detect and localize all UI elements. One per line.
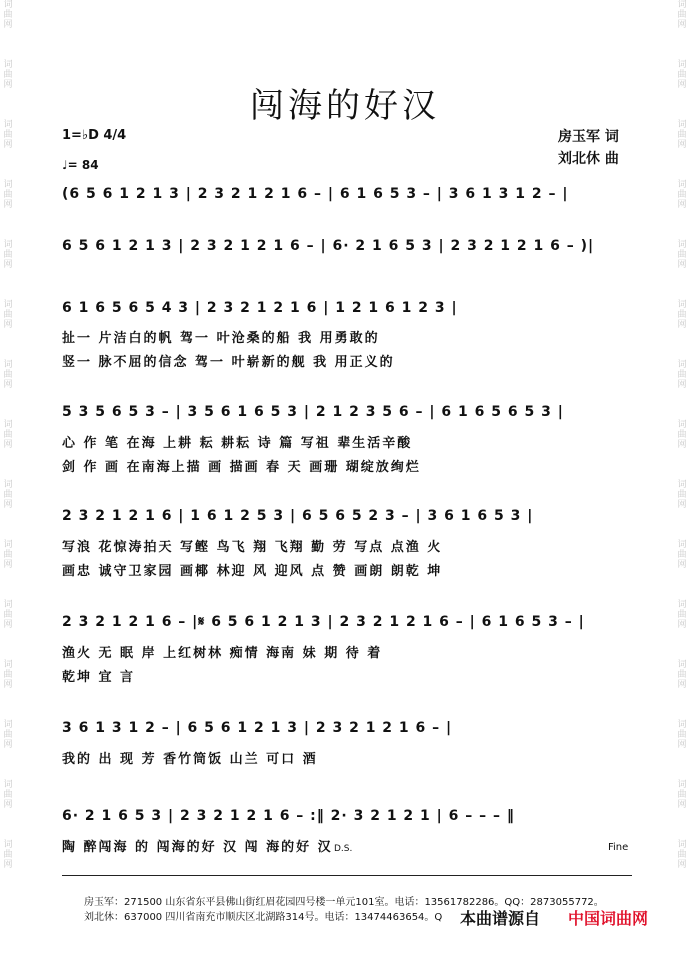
watermark: 词曲网 — [3, 300, 13, 330]
notation-line-6: 2 3 2 1 2 1 6 – |𝄋 6 5 6 1 2 1 3 | 2 3 2 1 2 1 6 – | 6 1 6 5 3 – | — [62, 614, 585, 630]
watermark: 词曲网 — [3, 120, 13, 150]
lyric-verse-1: 写浪 花惊涛拍天 写鲣 鸟飞 翔 飞翔 勤 劳 写点 点渔 火 — [62, 540, 443, 555]
watermark: 词曲网 — [677, 600, 687, 630]
watermark: 词曲网 — [677, 360, 687, 390]
dal-segno-marking: D.S. — [334, 844, 353, 854]
notation-line-7: 3 6 1 3 1 2 – | 6 5 6 1 2 1 3 | 2 3 2 1 2 1 6 – | — [62, 720, 453, 736]
watermark: 词曲网 — [677, 840, 687, 870]
lyric-verse-1: 渔火 无 眠 岸 上红树林 痴情 海南 妹 期 待 着 — [62, 646, 383, 661]
notation-line-5: 2 3 2 1 2 1 6 | 1 6 1 2 5 3 | 6 5 6 5 2 3 – | 3 6 1 6 5 3 | — [62, 508, 534, 524]
notation-line-8: 6· 2 1 6 5 3 | 2 3 2 1 2 1 6 – :‖ 2· 3 2 1 2 1 | 6 – – – ‖ — [62, 808, 515, 824]
watermark: 词曲网 — [3, 240, 13, 270]
lyric-verse-1: 我的 出 现 芳 香竹筒饭 山兰 可口 酒 — [62, 752, 318, 767]
watermark: 词曲网 — [677, 480, 687, 510]
watermark: 词曲网 — [677, 720, 687, 750]
watermark: 词曲网 — [677, 0, 687, 30]
tempo-marking: ♩= 84 — [62, 158, 99, 172]
watermark: 词曲网 — [3, 720, 13, 750]
watermark: 词曲网 — [677, 420, 687, 450]
watermark-column-left — [0, 0, 16, 956]
watermark: 词曲网 — [677, 240, 687, 270]
notation-line-2: 6 5 6 1 2 1 3 | 2 3 2 1 2 1 6 – | 6· 2 1 6 5 3 | 2 3 2 1 2 1 6 – )| — [62, 238, 595, 254]
watermark: 词曲网 — [677, 60, 687, 90]
watermark: 词曲网 — [3, 480, 13, 510]
song-title: 闯海的好汉 — [250, 86, 440, 126]
lyric-verse-2: 剑 作 画 在南海上描 画 描画 春 天 画珊 瑚绽放绚烂 — [62, 460, 421, 475]
watermark: 词曲网 — [3, 180, 13, 210]
watermark-column-right — [674, 0, 690, 956]
composer-credit: 刘北休 曲 — [558, 151, 619, 167]
site-logo: 中国词曲网 — [568, 909, 649, 928]
notation-line-3: 6 1 6 5 6 5 4 3 | 2 3 2 1 2 1 6 | 1 2 1 6 1 2 3 | — [62, 300, 458, 316]
key-signature: 1=♭D 4/4 — [62, 128, 127, 143]
notation-line-4: 5 3 5 6 5 3 – | 3 5 6 1 6 5 3 | 2 1 2 3 5 6 – | 6 1 6 5 6 5 3 | — [62, 404, 564, 420]
watermark: 词曲网 — [3, 0, 13, 30]
watermark: 词曲网 — [3, 360, 13, 390]
watermark: 词曲网 — [3, 840, 13, 870]
source-label: 本曲谱源自 — [460, 909, 541, 928]
watermark: 词曲网 — [677, 120, 687, 150]
watermark: 词曲网 — [677, 660, 687, 690]
lyric-verse-1: 陶 醉闯海 的 闯海的好 汉 闯 海的好 汉 — [62, 840, 333, 855]
watermark: 词曲网 — [3, 600, 13, 630]
lyric-verse-2: 画忠 诚守卫家园 画椰 林迎 风 迎风 点 赞 画朗 朗乾 坤 — [62, 564, 443, 579]
composer-contact: 刘北休：637000 四川省南充市顺庆区北湖路314号。电话：13474463654。Q — [84, 912, 443, 923]
lyric-verse-1: 心 作 笔 在海 上耕 耘 耕耘 诗 篇 写祖 辈生活辛酸 — [62, 436, 413, 451]
watermark: 词曲网 — [3, 420, 13, 450]
lyricist-credit: 房玉军 词 — [558, 129, 619, 145]
lyric-verse-1: 扯一 片洁白的帆 驾一 叶沧桑的船 我 用勇敢的 — [62, 331, 380, 346]
watermark: 词曲网 — [3, 660, 13, 690]
lyric-verse-2: 乾坤 宜 言 — [62, 670, 136, 685]
watermark: 词曲网 — [677, 540, 687, 570]
watermark: 词曲网 — [3, 780, 13, 810]
watermark: 词曲网 — [677, 300, 687, 330]
watermark: 词曲网 — [677, 780, 687, 810]
fine-marking: Fine — [608, 842, 629, 853]
lyricist-contact: 房玉军：271500 山东省东平县佛山街红眉花园四号楼一单元101室。电话：13561782286。QQ：2873055772。 — [84, 897, 604, 908]
footer-divider — [62, 875, 632, 876]
notation-line-1: (6 5 6 1 2 1 3 | 2 3 2 1 2 1 6 – | 6 1 6 5 3 – | 3 6 1 3 1 2 – | — [62, 186, 569, 202]
watermark: 词曲网 — [3, 60, 13, 90]
watermark: 词曲网 — [3, 540, 13, 570]
lyric-verse-2: 竖一 脉不屈的信念 驾一 叶崭新的舰 我 用正义的 — [62, 355, 395, 370]
watermark: 词曲网 — [677, 180, 687, 210]
